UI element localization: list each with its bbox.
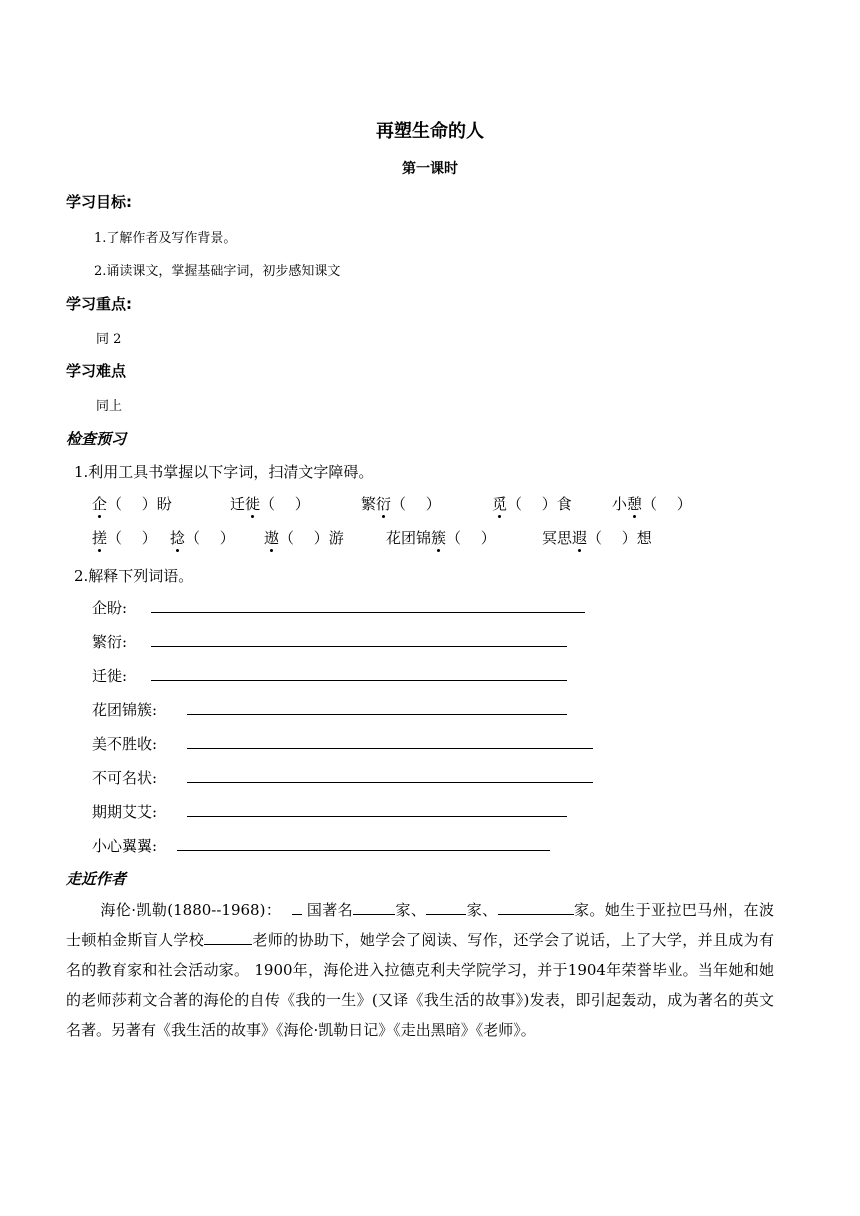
answer-line[interactable] [187,816,567,817]
char-item: 花团锦簇（ ） [386,529,496,547]
fill-blank[interactable] [204,930,252,945]
author-heading: 走近作者 [66,870,127,888]
char-item: 搓（ ） [92,529,157,547]
term-label: 企盼: [92,599,128,617]
term-label: 美不胜收: [92,735,158,753]
term-label: 花团锦簇: [92,701,158,719]
char-item: 企（ ）盼 [92,495,172,513]
answer-line[interactable] [151,612,585,613]
page-subtitle: 第一课时 [402,161,458,177]
preview-question-1: 1.利用工具书掌握以下字词，扫清文字障碍。 [74,463,374,481]
fill-blank[interactable] [353,900,395,915]
char-item: 繁衍（ ） [361,495,441,513]
preview-heading: 检查预习 [66,430,127,448]
goal-item-1: 1.了解作者及写作背景。 [94,231,237,246]
answer-line[interactable] [187,782,593,783]
fill-blank[interactable] [426,900,466,915]
term-label: 不可名状: [92,769,158,787]
char-item: 觅（ ）食 [492,495,572,513]
term-label: 期期艾艾: [92,803,158,821]
answer-line[interactable] [187,714,567,715]
answer-line[interactable] [177,850,550,851]
focus-text: 同 2 [96,332,122,347]
difficulty-text: 同上 [96,399,123,414]
term-label: 繁衍: [92,633,128,651]
char-item: 捻（ ） [170,529,235,547]
char-item: 冥思遐（ ）想 [542,529,652,547]
goals-heading: 学习目标: [66,193,132,211]
answer-line[interactable] [187,748,593,749]
term-label: 小心翼翼: [92,837,158,855]
page-title: 再塑生命的人 [376,121,484,142]
difficulty-heading: 学习难点 [66,362,127,380]
answer-line[interactable] [151,646,567,647]
goal-item-2: 2.诵读课文，掌握基础字词，初步感知课文 [94,264,341,279]
answer-line[interactable] [151,680,567,681]
preview-question-2: 2.解释下列词语。 [74,567,194,585]
fill-blank[interactable] [498,900,574,915]
char-item: 迁徙（ ） [230,495,310,513]
author-paragraph: 海伦·凯勒(1880--1968)： 国著名 家、 家、 家。她生于亚拉巴马州，在波士顿柏金斯盲人学校 老师的协助下，她学会了阅读、写作，还学会了说话，上了大学，并且成为有名的教育家和社会活动家。 1900年，海伦进入拉德克利夫学院学习，并于1904年荣誉毕业。当年她和她的老师莎莉文合著的海伦的自传《我的一生》(又译《我生活的故事》)发表，即引起轰动，成为著名的英文名著。另著有《我生活的故事》《海伦·凯勒日记》《走出黑暗》《老师》。 [66,901,774,1039]
char-item: 遨（ ）游 [264,529,344,547]
focus-heading: 学习重点: [66,295,132,313]
char-item: 小憩（ ） [612,495,692,513]
fill-blank[interactable] [292,900,302,915]
term-label: 迁徙: [92,667,128,685]
